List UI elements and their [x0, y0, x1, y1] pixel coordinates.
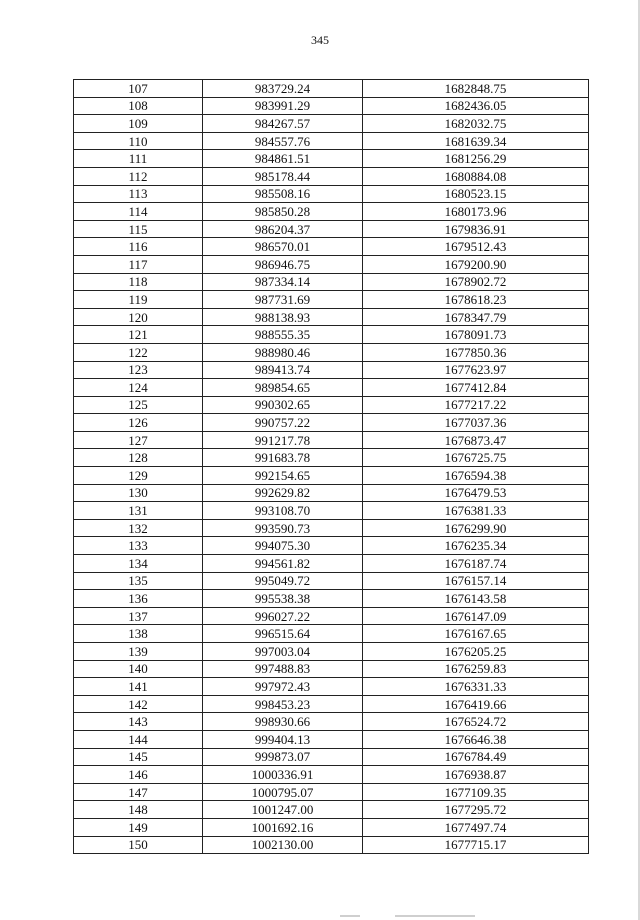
point-number-cell: 113 — [74, 185, 203, 203]
point-number-cell: 110 — [74, 132, 203, 150]
table-row — [74, 713, 589, 731]
table-row — [74, 167, 589, 185]
y-coordinate-cell: 1676299.90 — [363, 519, 589, 537]
table-row — [74, 343, 589, 361]
y-coordinate-cell: 1676331.33 — [363, 678, 589, 696]
point-number-cell: 133 — [74, 537, 203, 555]
table-row — [74, 220, 589, 238]
x-coordinate-cell: 987334.14 — [203, 273, 363, 291]
y-coordinate-cell: 1676524.72 — [363, 713, 589, 731]
x-coordinate-cell: 988980.46 — [203, 343, 363, 361]
table-row — [74, 273, 589, 291]
point-number-cell: 150 — [74, 836, 203, 854]
y-coordinate-cell: 1676938.87 — [363, 766, 589, 784]
x-coordinate-cell: 986570.01 — [203, 238, 363, 256]
point-number-cell: 117 — [74, 255, 203, 273]
table-row — [74, 625, 589, 643]
table-row — [74, 519, 589, 537]
table-row — [74, 238, 589, 256]
point-number-cell: 129 — [74, 467, 203, 485]
table-row — [74, 414, 589, 432]
x-coordinate-cell: 986204.37 — [203, 220, 363, 238]
table-row — [74, 555, 589, 573]
y-coordinate-cell: 1680523.15 — [363, 185, 589, 203]
table-row — [74, 185, 589, 203]
y-coordinate-cell: 1677412.84 — [363, 379, 589, 397]
y-coordinate-cell: 1677037.36 — [363, 414, 589, 432]
table-row — [74, 836, 589, 854]
x-coordinate-cell: 986946.75 — [203, 255, 363, 273]
table-row — [74, 695, 589, 713]
table-row — [74, 97, 589, 115]
point-number-cell: 137 — [74, 607, 203, 625]
point-number-cell: 123 — [74, 361, 203, 379]
y-coordinate-cell: 1678618.23 — [363, 291, 589, 309]
point-number-cell: 147 — [74, 783, 203, 801]
y-coordinate-cell: 1678347.79 — [363, 308, 589, 326]
y-coordinate-cell: 1680884.08 — [363, 167, 589, 185]
y-coordinate-cell: 1677217.22 — [363, 396, 589, 414]
y-coordinate-cell: 1676167.65 — [363, 625, 589, 643]
point-number-cell: 111 — [74, 150, 203, 168]
point-number-cell: 139 — [74, 643, 203, 661]
x-coordinate-cell: 998930.66 — [203, 713, 363, 731]
x-coordinate-cell: 984267.57 — [203, 115, 363, 133]
y-coordinate-cell: 1676594.38 — [363, 467, 589, 485]
x-coordinate-cell: 1000795.07 — [203, 783, 363, 801]
x-coordinate-cell: 999873.07 — [203, 748, 363, 766]
point-number-cell: 145 — [74, 748, 203, 766]
point-number-cell: 141 — [74, 678, 203, 696]
table-row — [74, 766, 589, 784]
table-row — [74, 801, 589, 819]
y-coordinate-cell: 1676187.74 — [363, 555, 589, 573]
point-number-cell: 128 — [74, 449, 203, 467]
x-coordinate-cell: 991217.78 — [203, 431, 363, 449]
point-number-cell: 115 — [74, 220, 203, 238]
x-coordinate-cell: 988555.35 — [203, 326, 363, 344]
table-row — [74, 308, 589, 326]
table-row — [74, 361, 589, 379]
y-coordinate-cell: 1676157.14 — [363, 572, 589, 590]
x-coordinate-cell: 984557.76 — [203, 132, 363, 150]
x-coordinate-cell: 990302.65 — [203, 396, 363, 414]
point-number-cell: 136 — [74, 590, 203, 608]
point-number-cell: 144 — [74, 730, 203, 748]
x-coordinate-cell: 995049.72 — [203, 572, 363, 590]
y-coordinate-cell: 1676646.38 — [363, 730, 589, 748]
y-coordinate-cell: 1676143.58 — [363, 590, 589, 608]
point-number-cell: 116 — [74, 238, 203, 256]
x-coordinate-cell: 983729.24 — [203, 80, 363, 98]
x-coordinate-cell: 989413.74 — [203, 361, 363, 379]
table-row — [74, 643, 589, 661]
x-coordinate-cell: 985178.44 — [203, 167, 363, 185]
table-row — [74, 150, 589, 168]
table-row — [74, 590, 589, 608]
y-coordinate-cell: 1679512.43 — [363, 238, 589, 256]
point-number-cell: 132 — [74, 519, 203, 537]
x-coordinate-cell: 1001247.00 — [203, 801, 363, 819]
x-coordinate-cell: 985850.28 — [203, 203, 363, 221]
point-number-cell: 140 — [74, 660, 203, 678]
x-coordinate-cell: 994561.82 — [203, 555, 363, 573]
x-coordinate-cell: 999404.13 — [203, 730, 363, 748]
x-coordinate-cell: 990757.22 — [203, 414, 363, 432]
point-number-cell: 119 — [74, 291, 203, 309]
x-coordinate-cell: 996027.22 — [203, 607, 363, 625]
table-row — [74, 730, 589, 748]
x-coordinate-cell: 1000336.91 — [203, 766, 363, 784]
y-coordinate-cell: 1676205.25 — [363, 643, 589, 661]
x-coordinate-cell: 983991.29 — [203, 97, 363, 115]
point-number-cell: 148 — [74, 801, 203, 819]
x-coordinate-cell: 984861.51 — [203, 150, 363, 168]
x-coordinate-cell: 996515.64 — [203, 625, 363, 643]
point-number-cell: 126 — [74, 414, 203, 432]
table-row — [74, 132, 589, 150]
table-row — [74, 255, 589, 273]
point-number-cell: 112 — [74, 167, 203, 185]
y-coordinate-cell: 1676725.75 — [363, 449, 589, 467]
y-coordinate-cell: 1682436.05 — [363, 97, 589, 115]
table-row — [74, 291, 589, 309]
point-number-cell: 138 — [74, 625, 203, 643]
x-coordinate-cell: 993590.73 — [203, 519, 363, 537]
x-coordinate-cell: 998453.23 — [203, 695, 363, 713]
point-number-cell: 125 — [74, 396, 203, 414]
x-coordinate-cell: 992629.82 — [203, 484, 363, 502]
y-coordinate-cell: 1678091.73 — [363, 326, 589, 344]
table-row — [74, 396, 589, 414]
x-coordinate-cell: 1002130.00 — [203, 836, 363, 854]
point-number-cell: 114 — [74, 203, 203, 221]
table-row — [74, 484, 589, 502]
y-coordinate-cell: 1676235.34 — [363, 537, 589, 555]
point-number-cell: 118 — [74, 273, 203, 291]
x-coordinate-cell: 1001692.16 — [203, 818, 363, 836]
y-coordinate-cell: 1677109.35 — [363, 783, 589, 801]
point-number-cell: 108 — [74, 97, 203, 115]
point-number-cell: 127 — [74, 431, 203, 449]
table-row — [74, 467, 589, 485]
page-number: 345 — [311, 33, 329, 47]
y-coordinate-cell: 1677295.72 — [363, 801, 589, 819]
table-row — [74, 203, 589, 221]
y-coordinate-cell: 1677850.36 — [363, 343, 589, 361]
y-coordinate-cell: 1676259.83 — [363, 660, 589, 678]
y-coordinate-cell: 1676381.33 — [363, 502, 589, 520]
x-coordinate-cell: 997488.83 — [203, 660, 363, 678]
y-coordinate-cell: 1676784.49 — [363, 748, 589, 766]
scan-mark — [395, 915, 475, 917]
table-row — [74, 818, 589, 836]
table-row — [74, 783, 589, 801]
table-row — [74, 431, 589, 449]
table-row — [74, 379, 589, 397]
x-coordinate-cell: 988138.93 — [203, 308, 363, 326]
y-coordinate-cell: 1679200.90 — [363, 255, 589, 273]
table-row — [74, 572, 589, 590]
y-coordinate-cell: 1677715.17 — [363, 836, 589, 854]
y-coordinate-cell: 1676479.53 — [363, 484, 589, 502]
point-number-cell: 120 — [74, 308, 203, 326]
table-row — [74, 607, 589, 625]
table-row — [74, 537, 589, 555]
x-coordinate-cell: 985508.16 — [203, 185, 363, 203]
point-number-cell: 107 — [74, 80, 203, 98]
y-coordinate-cell: 1681639.34 — [363, 132, 589, 150]
table-row — [74, 115, 589, 133]
x-coordinate-cell: 997972.43 — [203, 678, 363, 696]
point-number-cell: 124 — [74, 379, 203, 397]
table-row — [74, 449, 589, 467]
x-coordinate-cell: 994075.30 — [203, 537, 363, 555]
point-number-cell: 134 — [74, 555, 203, 573]
point-number-cell: 146 — [74, 766, 203, 784]
y-coordinate-cell: 1676419.66 — [363, 695, 589, 713]
y-coordinate-cell: 1677497.74 — [363, 818, 589, 836]
point-number-cell: 121 — [74, 326, 203, 344]
x-coordinate-cell: 993108.70 — [203, 502, 363, 520]
y-coordinate-cell: 1681256.29 — [363, 150, 589, 168]
table-row — [74, 678, 589, 696]
point-number-cell: 130 — [74, 484, 203, 502]
x-coordinate-cell: 997003.04 — [203, 643, 363, 661]
y-coordinate-cell: 1682848.75 — [363, 80, 589, 98]
y-coordinate-cell: 1676147.09 — [363, 607, 589, 625]
scan-mark — [340, 915, 360, 917]
point-number-cell: 131 — [74, 502, 203, 520]
y-coordinate-cell: 1679836.91 — [363, 220, 589, 238]
y-coordinate-cell: 1676873.47 — [363, 431, 589, 449]
point-number-cell: 135 — [74, 572, 203, 590]
y-coordinate-cell: 1678902.72 — [363, 273, 589, 291]
coordinate-table-body — [74, 80, 589, 854]
y-coordinate-cell: 1680173.96 — [363, 203, 589, 221]
x-coordinate-cell: 989854.65 — [203, 379, 363, 397]
y-coordinate-cell: 1682032.75 — [363, 115, 589, 133]
table-row — [74, 748, 589, 766]
point-number-cell: 143 — [74, 713, 203, 731]
x-coordinate-cell: 991683.78 — [203, 449, 363, 467]
y-coordinate-cell: 1677623.97 — [363, 361, 589, 379]
table-row — [74, 326, 589, 344]
table-row — [74, 80, 589, 98]
x-coordinate-cell: 992154.65 — [203, 467, 363, 485]
table-row — [74, 660, 589, 678]
x-coordinate-cell: 987731.69 — [203, 291, 363, 309]
point-number-cell: 122 — [74, 343, 203, 361]
x-coordinate-cell: 995538.38 — [203, 590, 363, 608]
table-row — [74, 502, 589, 520]
coordinate-table — [73, 79, 589, 854]
point-number-cell: 149 — [74, 818, 203, 836]
point-number-cell: 142 — [74, 695, 203, 713]
point-number-cell: 109 — [74, 115, 203, 133]
